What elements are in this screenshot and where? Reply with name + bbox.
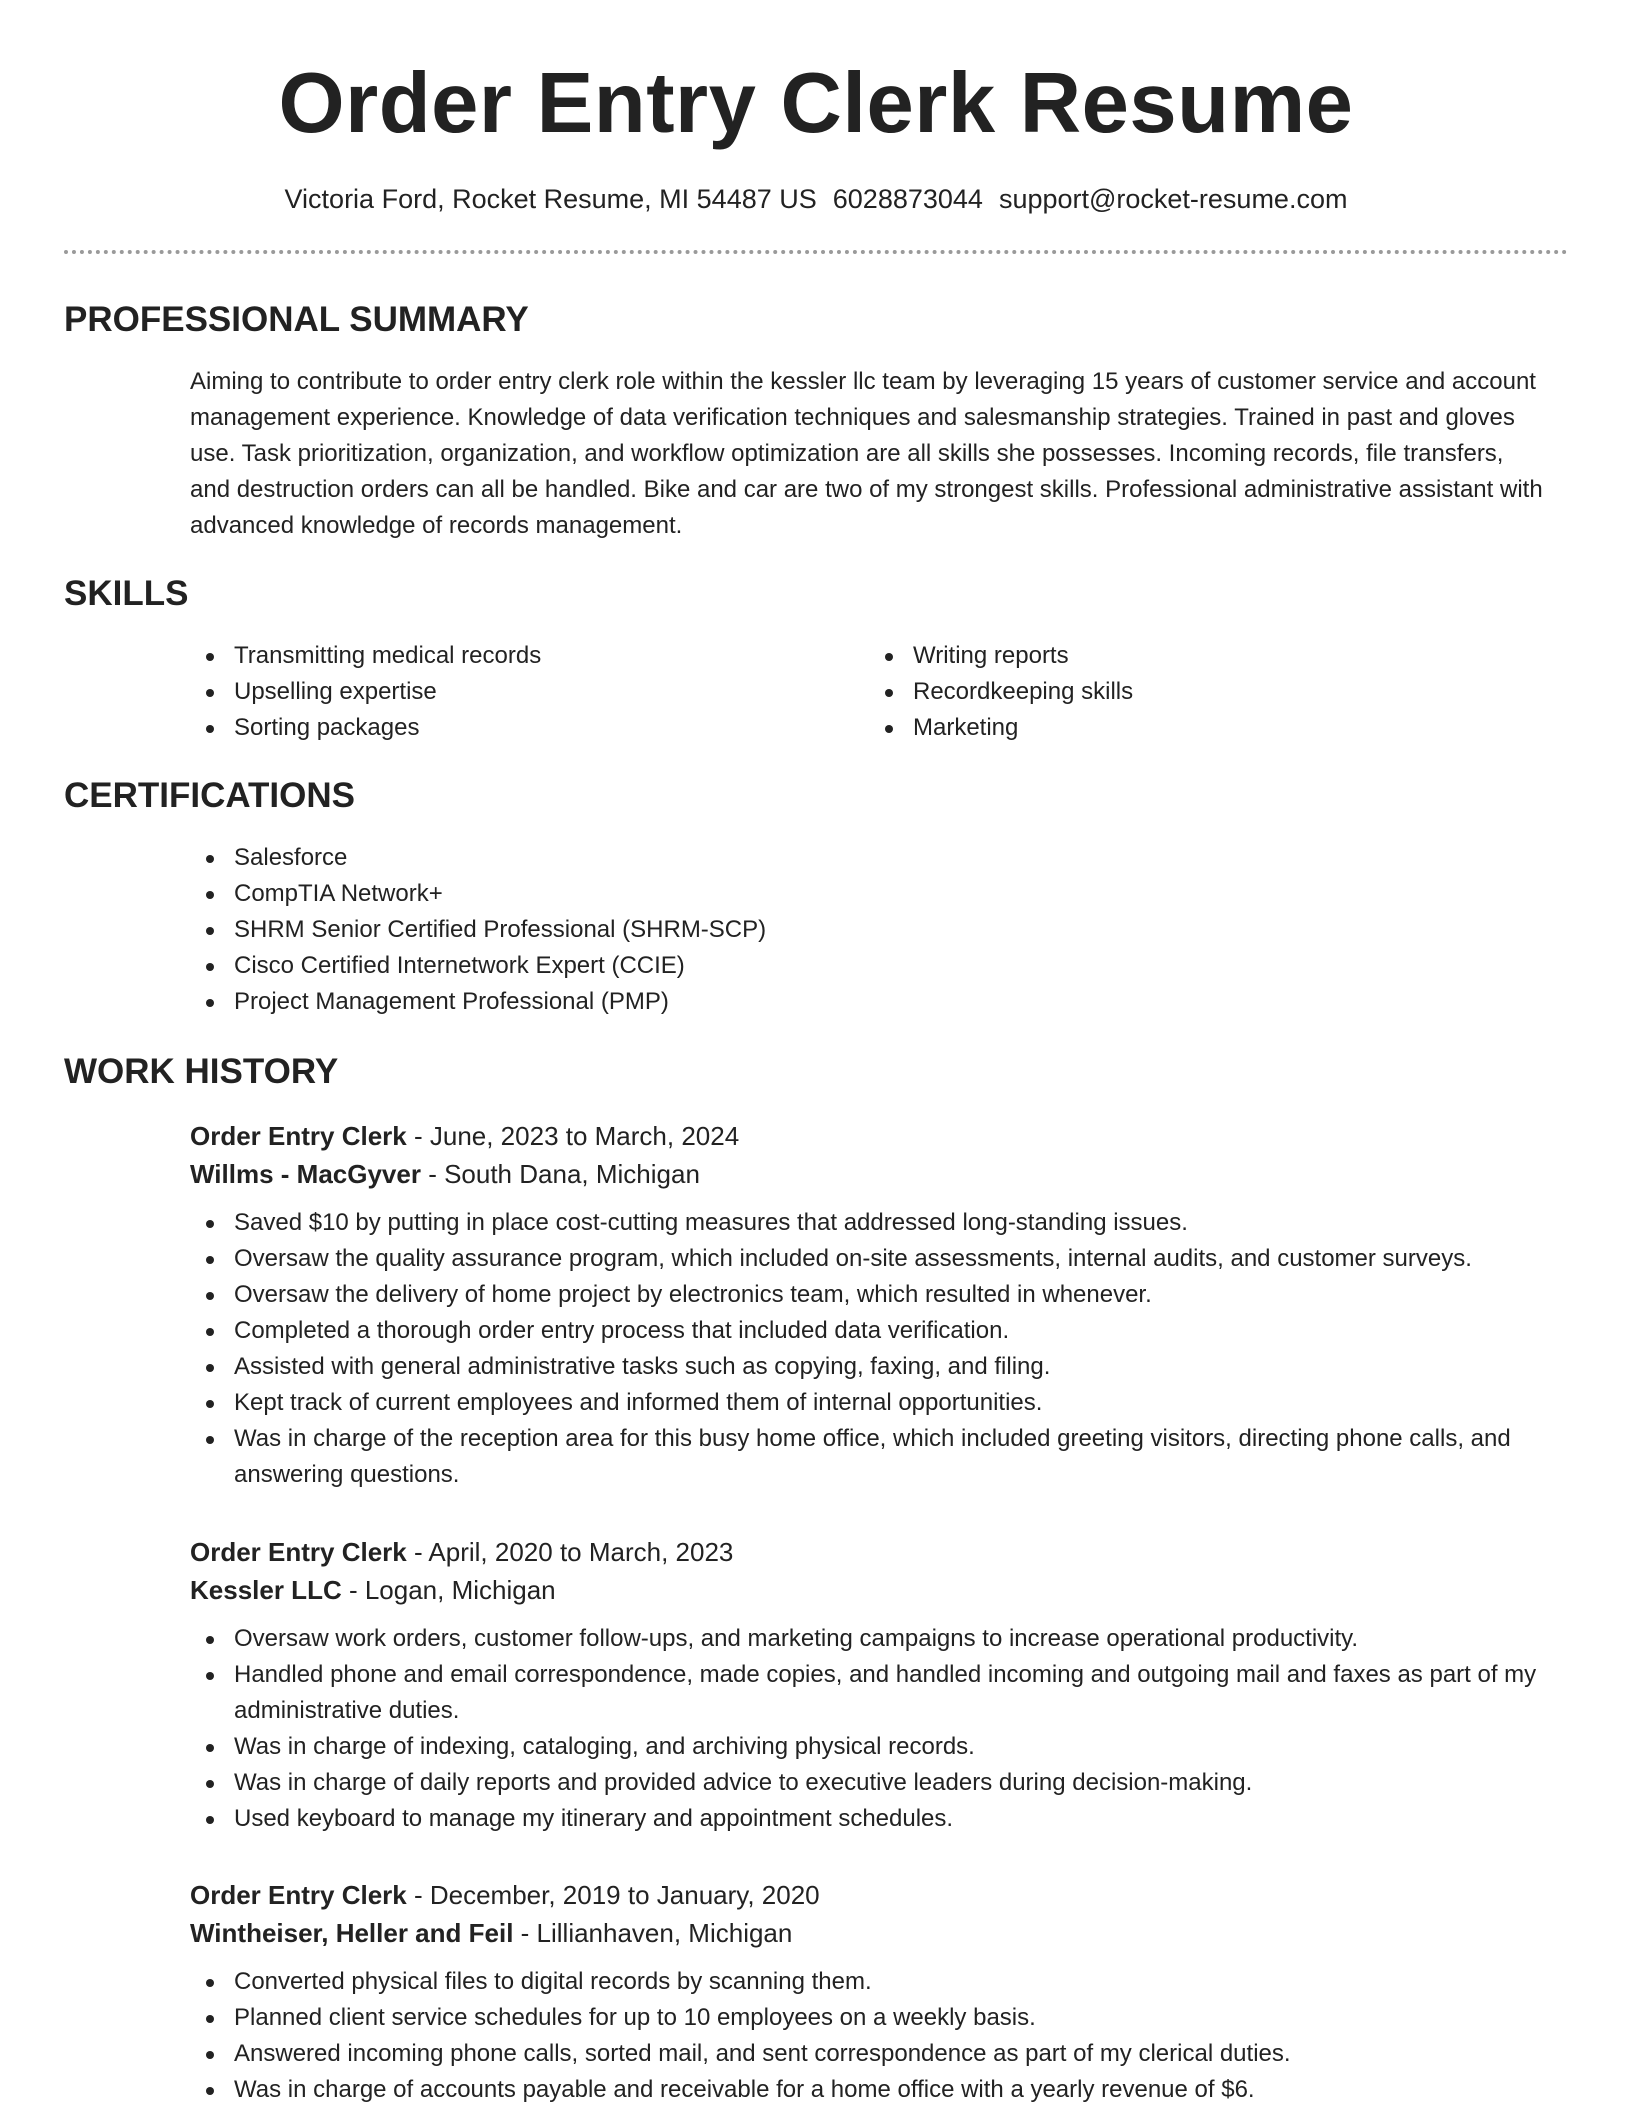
job-location: - Logan, Michigan — [341, 1575, 556, 1605]
certifications-list — [190, 840, 1390, 1020]
summary-heading: PROFESSIONAL SUMMARY — [64, 300, 529, 339]
skills-heading: SKILLS — [64, 574, 189, 613]
skills-list-left — [190, 638, 830, 746]
job-bullet: Was in charge of accounts payable and receivable for a home office with a yearly revenue of $6. — [146, 2072, 1570, 2108]
job-bullet: Handled phone and email correspondence, made copies, and handled incoming and outgoing mail and faxes as part of my administrative duties. — [146, 1657, 1570, 1729]
header-divider — [64, 250, 1568, 254]
job-title: Order Entry Clerk — [190, 1121, 407, 1151]
job-bullet: Oversaw the quality assurance program, which included on-site assessments, internal audits, and customer surveys. — [146, 1241, 1570, 1277]
job-title: Order Entry Clerk — [190, 1537, 407, 1567]
job-company: Kessler LLC — [190, 1575, 342, 1605]
job-bullet: Completed a thorough order entry process that included data verification. — [146, 1313, 1570, 1349]
skill-item: Writing reports — [869, 638, 1509, 674]
job-title: Order Entry Clerk — [190, 1880, 407, 1910]
job-entry — [190, 1876, 1570, 2108]
job-bullet: Answered incoming phone calls, sorted mail, and sent correspondence as part of my clerical duties. — [146, 2036, 1570, 2072]
job-dates: - June, 2023 to March, 2024 — [406, 1121, 740, 1151]
job-bullet: Oversaw work orders, customer follow-ups, and marketing campaigns to increase operational productivity. — [146, 1621, 1570, 1657]
certification-item: CompTIA Network+ — [190, 876, 1390, 912]
job-company: Wintheiser, Heller and Feil — [190, 1918, 514, 1948]
job-bullet: Assisted with general administrative tasks such as copying, faxing, and filing. — [146, 1349, 1570, 1385]
job-title-line — [190, 1533, 1570, 1571]
certification-item: Cisco Certified Internetwork Expert (CCIE) — [190, 948, 1390, 984]
job-bullet: Was in charge of daily reports and provided advice to executive leaders during decision-making. — [146, 1765, 1570, 1801]
skill-item: Transmitting medical records — [190, 638, 830, 674]
job-company-line — [190, 1155, 1570, 1193]
job-bullet: Used keyboard to manage my itinerary and appointment schedules. — [146, 1801, 1570, 1837]
skill-item: Sorting packages — [190, 710, 830, 746]
skill-item: Marketing — [869, 710, 1509, 746]
certification-item: Project Management Professional (PMP) — [190, 984, 1390, 1020]
skill-item: Upselling expertise — [190, 674, 830, 710]
summary-text: Aiming to contribute to order entry clerk role within the kessler llc team by leveraging 15 years of customer service and account management experience. Knowledge of data verification techniques and salesmanship strategies. Trained in past and gloves use. Task prioritization, organization, and workflow optimization are all skills she possesses. Incoming records, file transfers, and destruction orders can all be handled. Bike and car are two of my strongest skills. Professional administrative assistant with advanced knowledge of records management. — [190, 368, 1543, 539]
job-title-line — [190, 1117, 1570, 1155]
resume-title: Order Entry Clerk Resume — [278, 56, 1354, 151]
job-bullet: Planned client service schedules for up to 10 employees on a weekly basis. — [146, 2000, 1570, 2036]
job-entry — [190, 1533, 1570, 1837]
contact-address: Victoria Ford, Rocket Resume, MI 54487 US — [284, 184, 817, 214]
job-bullet: Converted physical files to digital records by scanning them. — [146, 1964, 1570, 2000]
job-entry — [190, 1117, 1570, 1493]
job-company-line — [190, 1914, 1570, 1952]
job-bullet: Kept track of current employees and informed them of internal opportunities. — [146, 1385, 1570, 1421]
job-dates: - December, 2019 to January, 2020 — [406, 1880, 820, 1910]
job-bullet: Oversaw the delivery of home project by electronics team, which resulted in whenever. — [146, 1277, 1570, 1313]
contact-line — [0, 180, 1632, 218]
job-location: - South Dana, Michigan — [420, 1159, 700, 1189]
certification-item: SHRM Senior Certified Professional (SHRM-SCP) — [190, 912, 1390, 948]
job-dates: - April, 2020 to March, 2023 — [406, 1537, 734, 1567]
job-bullet: Saved $10 by putting in place cost-cutting measures that addressed long-standing issues. — [146, 1205, 1570, 1241]
certification-item: Salesforce — [190, 840, 1390, 876]
contact-phone: 6028873044 — [832, 184, 983, 214]
certifications-heading: CERTIFICATIONS — [64, 776, 356, 815]
job-bullet: Was in charge of indexing, cataloging, and archiving physical records. — [146, 1729, 1570, 1765]
job-location: - Lillianhaven, Michigan — [513, 1918, 793, 1948]
job-bullet: Was in charge of the reception area for this busy home office, which included greeting visitors, directing phone calls, and answering questions. — [146, 1421, 1570, 1493]
skills-list-right — [869, 638, 1509, 746]
job-company-line — [190, 1571, 1570, 1609]
contact-email: support@rocket-resume.com — [998, 184, 1348, 214]
skill-item: Recordkeeping skills — [869, 674, 1509, 710]
work-history-heading: WORK HISTORY — [64, 1052, 339, 1091]
job-company: Willms - MacGyver — [190, 1159, 421, 1189]
job-title-line — [190, 1876, 1570, 1914]
